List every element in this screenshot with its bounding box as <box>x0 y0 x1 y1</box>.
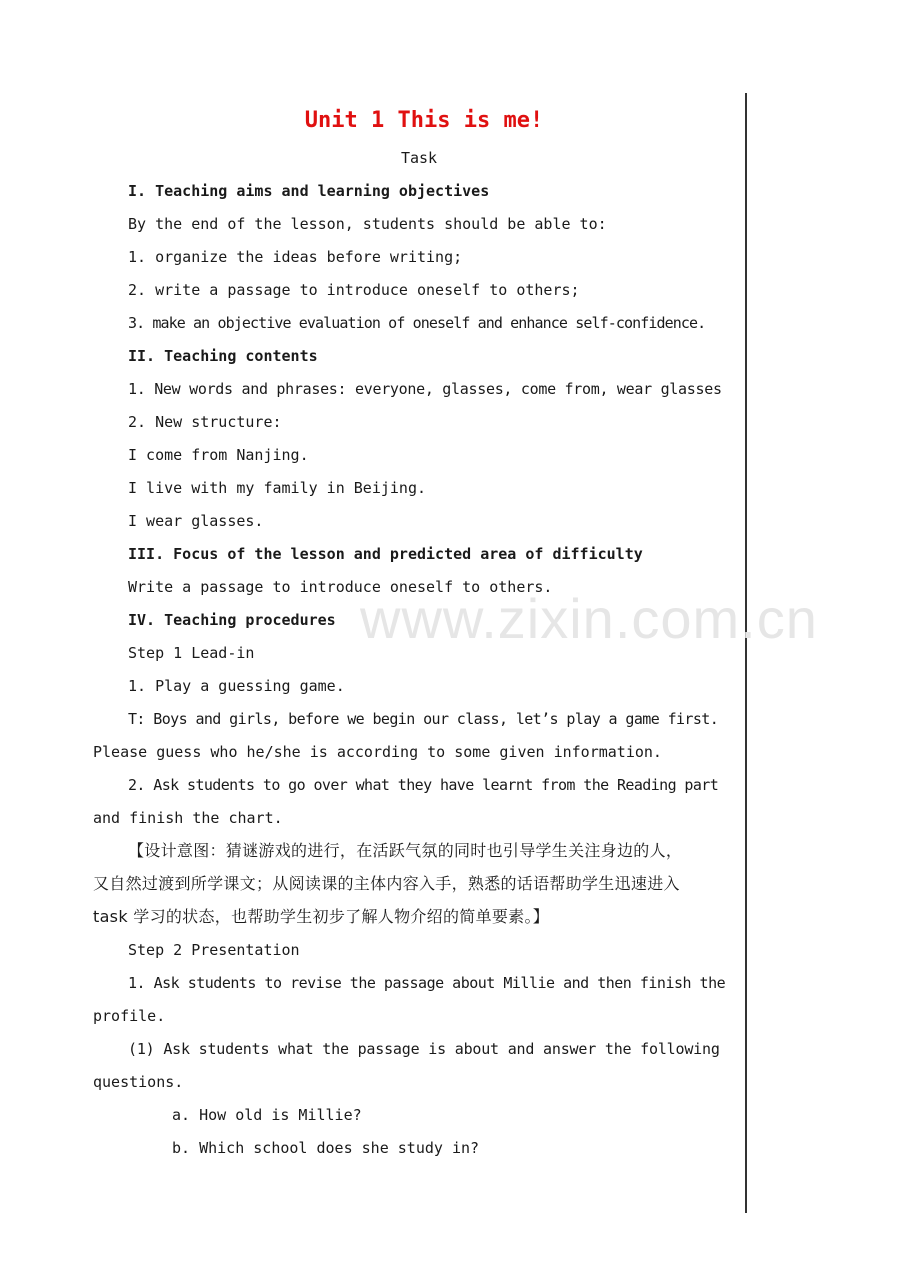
step-2-item-1-line-1: 1. Ask students to revise the passage about Millie and then finish the <box>128 974 726 992</box>
document-subtitle: Task <box>400 149 438 167</box>
content-item-1: 1. New words and phrases: everyone, glasses, come from, wear glasses <box>128 380 722 398</box>
aim-item-1: 1. organize the ideas before writing; <box>128 248 463 266</box>
design-intent-line-2: 又自然过渡到所学课文；从阅读课的主体内容入手，熟悉的话语帮助学生迅速进入 <box>93 874 680 893</box>
document-title: Unit 1 This is me! <box>304 108 544 133</box>
step-1-item-1: 1. Play a guessing game. <box>128 677 345 695</box>
aims-intro: By the end of the lesson, students should be able to: <box>128 215 607 233</box>
aim-item-2: 2. write a passage to introduce oneself to others; <box>128 281 580 299</box>
question-b: b. Which school does she study in? <box>172 1139 480 1157</box>
step-2-heading: Step 2 Presentation <box>128 941 300 959</box>
structure-example-2: I live with my family in Beijing. <box>128 479 427 497</box>
design-intent-line-1: 【设计意图：猜谜游戏的进行，在活跃气氛的同时也引导学生关注身边的人， <box>128 841 683 860</box>
structure-example-3: I wear glasses. <box>128 512 264 530</box>
step-2-item-1-line-2: profile. <box>93 1007 166 1025</box>
section-heading-focus: III. Focus of the lesson and predicted area of difficulty <box>128 545 643 563</box>
step-1-teacher-line-1: T: Boys and girls, before we begin our class, let’s play a game first. <box>128 710 719 728</box>
step-2-sub-1-line-2: questions. <box>93 1073 184 1091</box>
step-1-teacher-line-2: Please guess who he/she is according to some given information. <box>93 743 662 761</box>
aim-item-3: 3. make an objective evaluation of oneself and enhance self-confidence. <box>128 314 706 332</box>
section-heading-procedures: IV. Teaching procedures <box>128 611 336 629</box>
question-a: a. How old is Millie? <box>172 1106 362 1124</box>
section-heading-aims: I. Teaching aims and learning objectives <box>128 182 490 200</box>
focus-text: Write a passage to introduce oneself to others. <box>128 578 553 596</box>
step-1-item-2-line-1: 2. Ask students to go over what they have learnt from the Reading part <box>128 776 719 794</box>
content-item-2: 2. New structure: <box>128 413 282 431</box>
section-heading-contents: II. Teaching contents <box>128 347 318 365</box>
design-intent-line-3: task 学习的状态，也帮助学生初步了解人物介绍的简单要素。】 <box>93 907 550 926</box>
step-1-item-2-line-2: and finish the chart. <box>93 809 283 827</box>
step-1-heading: Step 1 Lead-in <box>128 644 255 662</box>
structure-example-1: I come from Nanjing. <box>128 446 309 464</box>
watermark: www.zixin.com.cn <box>360 587 818 650</box>
margin-rule <box>745 93 747 1213</box>
step-2-sub-1-line-1: (1) Ask students what the passage is about and answer the following <box>128 1040 720 1058</box>
